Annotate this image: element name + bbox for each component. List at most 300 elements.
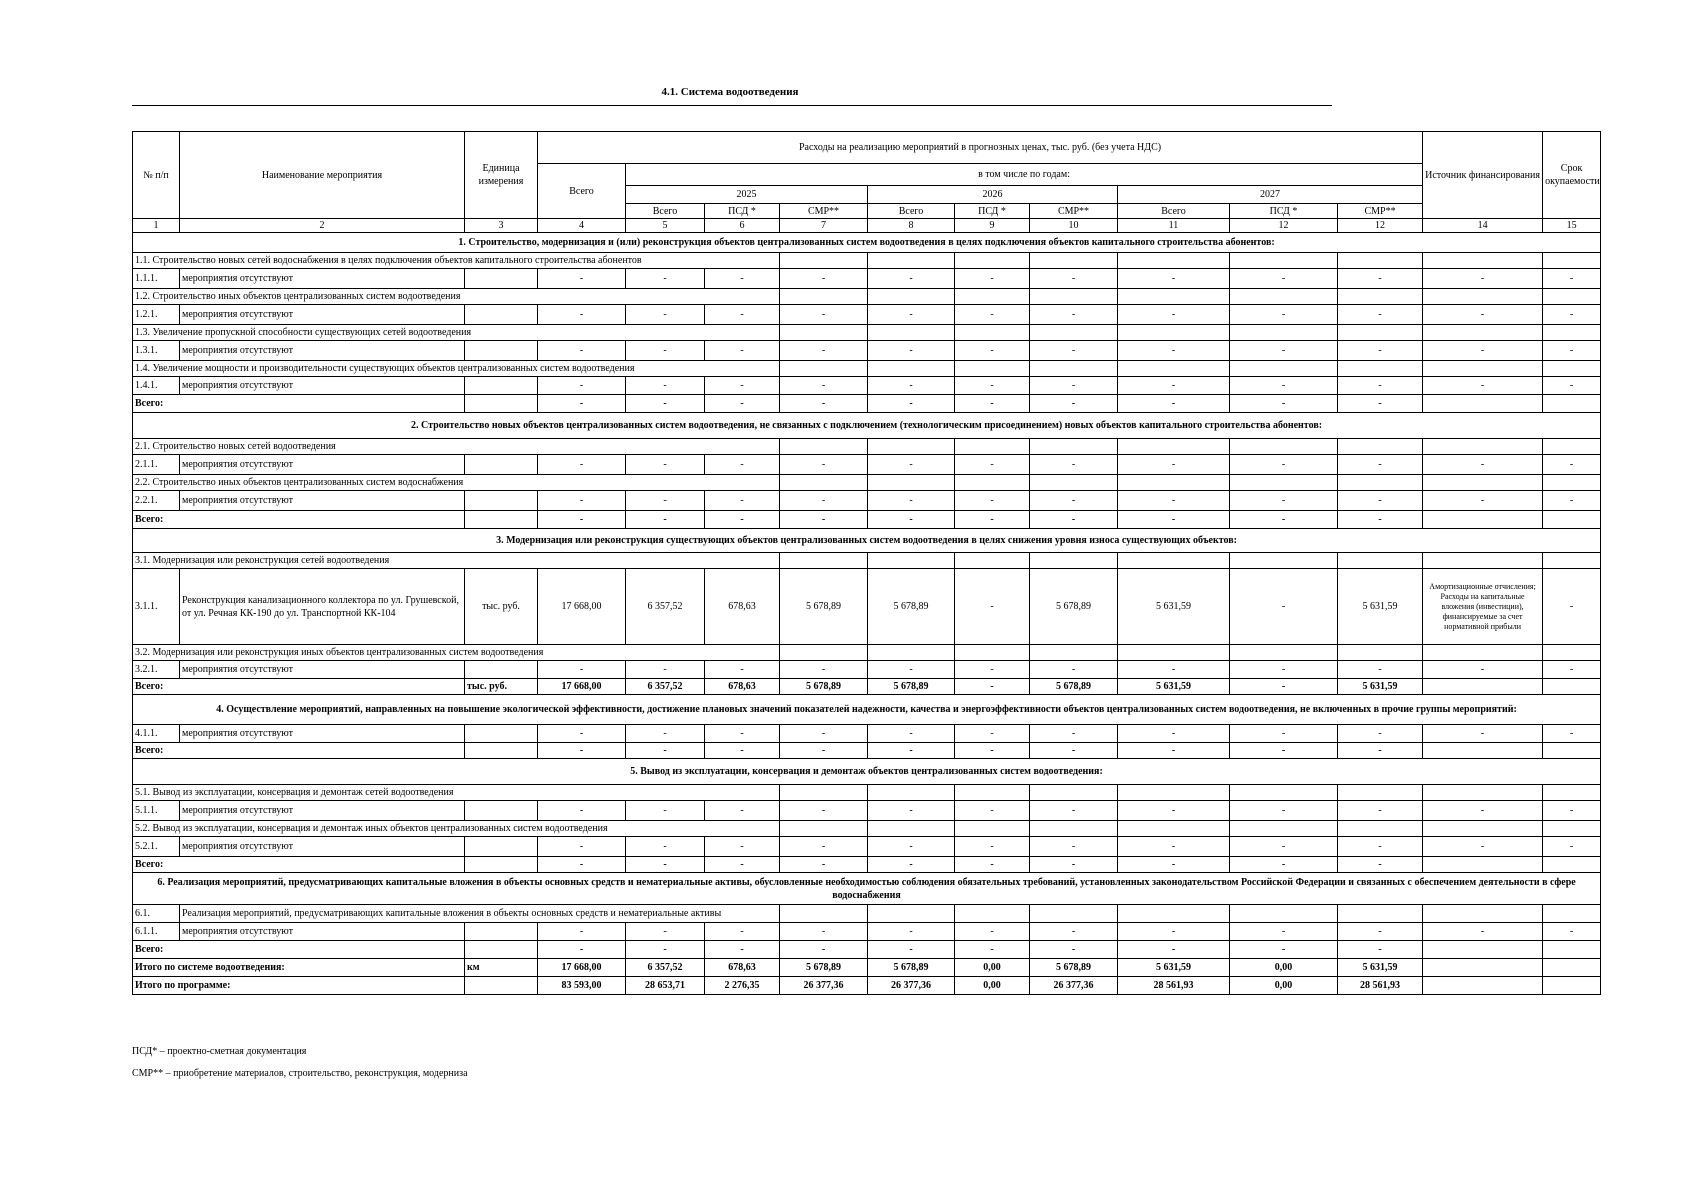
empty-cell xyxy=(1423,553,1543,569)
empty-cell xyxy=(1543,361,1601,377)
column-number: 15 xyxy=(1543,219,1601,233)
unit-cell xyxy=(465,305,538,325)
value-cell: - xyxy=(538,491,626,511)
total-label: Всего: xyxy=(133,395,465,413)
empty-cell xyxy=(1543,553,1601,569)
unit-cell xyxy=(465,977,538,995)
value-cell: - xyxy=(538,511,626,529)
empty-cell xyxy=(1230,289,1338,305)
empty-cell xyxy=(1030,439,1118,455)
value-cell: - xyxy=(626,305,705,325)
value-cell: - xyxy=(1230,305,1338,325)
value-cell: - xyxy=(1338,269,1423,289)
value-cell: 5 678,89 xyxy=(780,679,868,695)
value-cell: - xyxy=(955,395,1030,413)
value-cell: - xyxy=(705,511,780,529)
payback-cell: - xyxy=(1543,569,1601,645)
footnote-psd: ПСД* – проектно-сметная документация xyxy=(132,1046,307,1057)
empty-cell xyxy=(868,553,955,569)
empty-cell xyxy=(1230,439,1338,455)
header-sub-psd: ПСД * xyxy=(705,204,780,219)
empty-cell xyxy=(868,361,955,377)
value-cell: - xyxy=(780,661,868,679)
total-label: Итого по системе водоотведения: xyxy=(133,959,465,977)
value-cell: - xyxy=(868,455,955,475)
value-cell: - xyxy=(705,941,780,959)
payback-cell xyxy=(1543,977,1601,995)
event-name: мероприятия отсутствуют xyxy=(180,801,465,821)
empty-cell xyxy=(1338,821,1423,837)
empty-cell xyxy=(1030,821,1118,837)
value-cell: - xyxy=(1230,569,1338,645)
value-cell: - xyxy=(1338,857,1423,873)
value-cell: - xyxy=(705,923,780,941)
value-cell: - xyxy=(1543,341,1601,361)
value-cell: - xyxy=(955,941,1030,959)
empty-cell xyxy=(1118,289,1230,305)
unit-cell xyxy=(465,923,538,941)
value-cell: - xyxy=(955,511,1030,529)
value-cell: - xyxy=(705,837,780,857)
value-cell: - xyxy=(868,725,955,743)
value-cell: - xyxy=(1118,455,1230,475)
empty-cell xyxy=(868,325,955,341)
value-cell: - xyxy=(705,341,780,361)
event-name: мероприятия отсутствуют xyxy=(180,837,465,857)
empty-cell xyxy=(780,821,868,837)
value-cell: - xyxy=(1230,743,1338,759)
empty-cell xyxy=(780,361,868,377)
empty-cell xyxy=(1030,475,1118,491)
column-number: 2 xyxy=(180,219,465,233)
empty-cell xyxy=(780,289,868,305)
value-cell: - xyxy=(868,661,955,679)
value-cell: - xyxy=(1118,511,1230,529)
value-cell: - xyxy=(1030,725,1118,743)
value-cell: 0,00 xyxy=(1230,977,1338,995)
value-cell: - xyxy=(626,837,705,857)
source-cell: Амортизационные отчисления; Расходы на капитальные вложения (инвестиции), финансируемые за счет нормативной прибыли xyxy=(1423,569,1543,645)
value-cell: - xyxy=(1030,269,1118,289)
header-name: Наименование мероприятия xyxy=(180,132,465,219)
header-unit: Единица измерения xyxy=(465,132,538,219)
unit-cell xyxy=(465,341,538,361)
value-cell: - xyxy=(955,801,1030,821)
column-number: 5 xyxy=(626,219,705,233)
value-cell: - xyxy=(1030,511,1118,529)
value-cell: - xyxy=(1338,743,1423,759)
value-cell: - xyxy=(780,837,868,857)
empty-cell xyxy=(780,475,868,491)
unit-cell xyxy=(465,491,538,511)
header-sub-total: Всего xyxy=(626,204,705,219)
value-cell: - xyxy=(1423,341,1543,361)
value-cell: - xyxy=(626,455,705,475)
value-cell: - xyxy=(1118,341,1230,361)
unit-cell xyxy=(465,395,538,413)
header-sub-smr: СМР** xyxy=(1338,204,1423,219)
column-number: 8 xyxy=(868,219,955,233)
value-cell: - xyxy=(780,743,868,759)
value-cell: - xyxy=(868,395,955,413)
empty-cell xyxy=(1118,439,1230,455)
value-cell: 26 377,36 xyxy=(868,977,955,995)
column-number: 10 xyxy=(1030,219,1118,233)
empty-cell xyxy=(868,785,955,801)
unit-cell xyxy=(465,941,538,959)
value-cell: - xyxy=(1030,801,1118,821)
value-cell: - xyxy=(1230,377,1338,395)
unit-cell xyxy=(465,837,538,857)
group-title: 2.2. Строительство иных объектов централизованных систем водоснабжения xyxy=(133,475,780,491)
empty-cell xyxy=(955,253,1030,269)
value-cell: - xyxy=(1230,269,1338,289)
value-cell: 5 678,89 xyxy=(780,959,868,977)
value-cell: - xyxy=(955,305,1030,325)
empty-cell xyxy=(1230,553,1338,569)
value-cell: - xyxy=(1118,269,1230,289)
value-cell: - xyxy=(780,857,868,873)
value-cell: - xyxy=(1338,725,1423,743)
empty-cell xyxy=(1230,821,1338,837)
event-name: мероприятия отсутствуют xyxy=(180,455,465,475)
value-cell: - xyxy=(705,377,780,395)
empty-cell xyxy=(1423,785,1543,801)
value-cell: - xyxy=(1543,305,1601,325)
group-title: 3.1. Модернизация или реконструкция сетей водоотведения xyxy=(133,553,780,569)
total-label: Всего: xyxy=(133,743,465,759)
value-cell: - xyxy=(626,941,705,959)
value-cell: - xyxy=(626,801,705,821)
value-cell: 28 561,93 xyxy=(1118,977,1230,995)
value-cell: - xyxy=(868,491,955,511)
value-cell: - xyxy=(1338,923,1423,941)
value-cell: - xyxy=(705,395,780,413)
empty-cell xyxy=(1230,361,1338,377)
value-cell: - xyxy=(955,569,1030,645)
value-cell: 5 678,89 xyxy=(868,569,955,645)
event-name: мероприятия отсутствуют xyxy=(180,269,465,289)
header-expenses: Расходы на реализацию мероприятий в прогнозных ценах, тыс. руб. (без учета НДС) xyxy=(538,132,1423,164)
payback-cell xyxy=(1543,395,1601,413)
unit-cell xyxy=(465,743,538,759)
empty-cell xyxy=(955,325,1030,341)
value-cell: - xyxy=(955,377,1030,395)
event-name: мероприятия отсутствуют xyxy=(180,377,465,395)
total-label: Всего: xyxy=(133,857,465,873)
payback-cell xyxy=(1543,679,1601,695)
value-cell: - xyxy=(1030,661,1118,679)
empty-cell xyxy=(1423,253,1543,269)
value-cell: - xyxy=(705,305,780,325)
value-cell: - xyxy=(955,857,1030,873)
section-title: 1. Строительство, модернизация и (или) реконструкция объектов централизованных систем водоотведения в целях подключения объектов капитального строительства абонентов: xyxy=(133,233,1601,253)
value-cell: - xyxy=(1423,923,1543,941)
group-title: 1.2. Строительство иных объектов централизованных систем водоотведения xyxy=(133,289,780,305)
value-cell: - xyxy=(868,305,955,325)
value-cell: - xyxy=(1230,725,1338,743)
row-number: 5.1.1. xyxy=(133,801,180,821)
value-cell: - xyxy=(955,269,1030,289)
empty-cell xyxy=(868,289,955,305)
value-cell: - xyxy=(780,341,868,361)
unit-cell xyxy=(465,857,538,873)
value-cell: - xyxy=(1423,491,1543,511)
value-cell: - xyxy=(1338,377,1423,395)
value-cell: 5 678,89 xyxy=(868,679,955,695)
value-cell: 5 631,59 xyxy=(1338,959,1423,977)
empty-cell xyxy=(955,475,1030,491)
value-cell: - xyxy=(1118,661,1230,679)
value-cell: - xyxy=(1030,941,1118,959)
page-title: 4.1. Система водоотведения xyxy=(661,86,799,98)
value-cell: - xyxy=(626,661,705,679)
value-cell: - xyxy=(1423,269,1543,289)
value-cell: - xyxy=(780,377,868,395)
value-cell: - xyxy=(538,395,626,413)
payback-cell xyxy=(1543,959,1601,977)
empty-cell xyxy=(1543,289,1601,305)
value-cell: - xyxy=(1030,455,1118,475)
value-cell: - xyxy=(1230,661,1338,679)
value-cell: - xyxy=(1118,725,1230,743)
empty-cell xyxy=(868,439,955,455)
value-cell: - xyxy=(780,725,868,743)
empty-cell xyxy=(1543,785,1601,801)
empty-cell xyxy=(1543,253,1601,269)
value-cell: 5 678,89 xyxy=(1030,569,1118,645)
empty-cell xyxy=(955,905,1030,923)
empty-cell xyxy=(1423,645,1543,661)
value-cell: 17 668,00 xyxy=(538,569,626,645)
investment-table xyxy=(132,131,1601,995)
unit-cell: тыс. руб. xyxy=(465,569,538,645)
header-sub-psd: ПСД * xyxy=(955,204,1030,219)
payback-cell xyxy=(1543,511,1601,529)
value-cell: - xyxy=(1543,455,1601,475)
value-cell: - xyxy=(1118,923,1230,941)
empty-cell xyxy=(1423,325,1543,341)
event-name: мероприятия отсутствуют xyxy=(180,341,465,361)
header-sub-smr: СМР** xyxy=(1030,204,1118,219)
value-cell: - xyxy=(868,801,955,821)
value-cell: 5 631,59 xyxy=(1118,679,1230,695)
value-cell: - xyxy=(1543,661,1601,679)
value-cell: - xyxy=(538,801,626,821)
value-cell: - xyxy=(538,923,626,941)
value-cell: 17 668,00 xyxy=(538,959,626,977)
empty-cell xyxy=(1338,553,1423,569)
value-cell: - xyxy=(1118,305,1230,325)
value-cell: - xyxy=(1030,923,1118,941)
total-label: Всего: xyxy=(133,679,465,695)
value-cell: - xyxy=(705,801,780,821)
value-cell: 5 631,59 xyxy=(1118,569,1230,645)
empty-cell xyxy=(780,439,868,455)
value-cell: - xyxy=(705,491,780,511)
value-cell: 2 276,35 xyxy=(705,977,780,995)
header-sub-total: Всего xyxy=(868,204,955,219)
empty-cell xyxy=(1030,785,1118,801)
source-cell xyxy=(1423,511,1543,529)
empty-cell xyxy=(1543,905,1601,923)
value-cell: - xyxy=(1423,305,1543,325)
unit-cell: км xyxy=(465,959,538,977)
column-number: 3 xyxy=(465,219,538,233)
value-cell: - xyxy=(955,837,1030,857)
unit-cell xyxy=(465,269,538,289)
value-cell: - xyxy=(1338,837,1423,857)
empty-cell xyxy=(1423,905,1543,923)
value-cell: 5 678,89 xyxy=(1030,959,1118,977)
value-cell: - xyxy=(955,661,1030,679)
value-cell: - xyxy=(1030,395,1118,413)
value-cell: 5 631,59 xyxy=(1118,959,1230,977)
value-cell: - xyxy=(868,941,955,959)
payback-cell xyxy=(1543,743,1601,759)
value-cell: - xyxy=(1230,679,1338,695)
value-cell: - xyxy=(868,511,955,529)
empty-cell xyxy=(1030,553,1118,569)
header-source: Источник финансирования xyxy=(1423,132,1543,219)
empty-cell xyxy=(1030,325,1118,341)
value-cell: - xyxy=(1338,511,1423,529)
unit-cell: тыс. руб. xyxy=(465,679,538,695)
section-title: 2. Строительство новых объектов централизованных систем водоотведения, не связанных с подключением (технологическим присоединением) новых объектов капитального строительства абонентов: xyxy=(133,413,1601,439)
value-cell: - xyxy=(955,725,1030,743)
value-cell: - xyxy=(705,455,780,475)
value-cell: - xyxy=(1118,941,1230,959)
value-cell: - xyxy=(1118,743,1230,759)
row-number: 3.1.1. xyxy=(133,569,180,645)
empty-cell xyxy=(1423,475,1543,491)
value-cell: - xyxy=(955,743,1030,759)
source-cell xyxy=(1423,977,1543,995)
empty-cell xyxy=(955,289,1030,305)
value-cell: - xyxy=(1230,923,1338,941)
value-cell: - xyxy=(705,661,780,679)
value-cell: - xyxy=(868,923,955,941)
empty-cell xyxy=(780,253,868,269)
empty-cell xyxy=(1338,361,1423,377)
value-cell: - xyxy=(1118,837,1230,857)
empty-cell xyxy=(955,361,1030,377)
source-cell xyxy=(1423,959,1543,977)
value-cell: - xyxy=(1338,801,1423,821)
value-cell: 0,00 xyxy=(955,977,1030,995)
value-cell: - xyxy=(626,725,705,743)
row-number: 3.2.1. xyxy=(133,661,180,679)
header-payback: Срок окупаемости xyxy=(1543,132,1601,219)
value-cell: - xyxy=(1338,341,1423,361)
row-number: 6.1.1. xyxy=(133,923,180,941)
row-number: 1.2.1. xyxy=(133,305,180,325)
value-cell: - xyxy=(1230,941,1338,959)
title-underline xyxy=(132,105,1332,106)
empty-cell xyxy=(1423,361,1543,377)
unit-cell xyxy=(465,661,538,679)
empty-cell xyxy=(1543,325,1601,341)
value-cell: - xyxy=(1230,341,1338,361)
value-cell: - xyxy=(1338,661,1423,679)
section-title: 4. Осуществление мероприятий, направленных на повышение экологической эффективности, достижение плановых значений показателей надежности, качества и энергоэффективности объектов централизованных систем водоотведения, не включенных в прочие группы мероприятий: xyxy=(133,695,1601,725)
source-cell xyxy=(1423,857,1543,873)
event-name: мероприятия отсутствуют xyxy=(180,491,465,511)
empty-cell xyxy=(1423,821,1543,837)
value-cell: 6 357,52 xyxy=(626,679,705,695)
value-cell: - xyxy=(1230,491,1338,511)
value-cell: - xyxy=(868,341,955,361)
empty-cell xyxy=(1230,905,1338,923)
empty-cell xyxy=(1338,475,1423,491)
value-cell: - xyxy=(1543,725,1601,743)
value-cell: - xyxy=(1230,455,1338,475)
empty-cell xyxy=(1030,253,1118,269)
empty-cell xyxy=(1030,289,1118,305)
value-cell: - xyxy=(1543,837,1601,857)
value-cell: - xyxy=(1118,491,1230,511)
value-cell: - xyxy=(538,837,626,857)
row-number: 6.1. xyxy=(133,905,180,923)
unit-cell xyxy=(465,377,538,395)
row-number: 1.3.1. xyxy=(133,341,180,361)
value-cell: - xyxy=(538,269,626,289)
value-cell: - xyxy=(780,455,868,475)
value-cell: - xyxy=(780,395,868,413)
value-cell: 26 377,36 xyxy=(1030,977,1118,995)
value-cell: - xyxy=(626,341,705,361)
source-cell xyxy=(1423,941,1543,959)
column-number: 1 xyxy=(133,219,180,233)
value-cell: 5 678,89 xyxy=(868,959,955,977)
value-cell: 6 357,52 xyxy=(626,959,705,977)
empty-cell xyxy=(1338,289,1423,305)
empty-cell xyxy=(1543,439,1601,455)
empty-cell xyxy=(1423,289,1543,305)
value-cell: 5 631,59 xyxy=(1338,569,1423,645)
value-cell: - xyxy=(1118,395,1230,413)
value-cell: - xyxy=(538,743,626,759)
empty-cell xyxy=(868,645,955,661)
value-cell: - xyxy=(780,269,868,289)
empty-cell xyxy=(780,553,868,569)
value-cell: - xyxy=(1543,491,1601,511)
value-cell: - xyxy=(1423,837,1543,857)
value-cell: 5 678,89 xyxy=(1030,679,1118,695)
empty-cell xyxy=(1338,325,1423,341)
value-cell: 6 357,52 xyxy=(626,569,705,645)
column-number: 7 xyxy=(780,219,868,233)
empty-cell xyxy=(1118,645,1230,661)
value-cell: - xyxy=(538,725,626,743)
value-cell: - xyxy=(1030,857,1118,873)
empty-cell xyxy=(1338,645,1423,661)
group-title: 3.2. Модернизация или реконструкция иных объектов централизованных систем водоотведения xyxy=(133,645,780,661)
value-cell: - xyxy=(626,923,705,941)
value-cell: 83 593,00 xyxy=(538,977,626,995)
empty-cell xyxy=(1338,253,1423,269)
header-by-years: в том числе по годам: xyxy=(626,164,1423,186)
row-number: 1.4.1. xyxy=(133,377,180,395)
value-cell: - xyxy=(1338,395,1423,413)
empty-cell xyxy=(1118,905,1230,923)
row-number: 4.1.1. xyxy=(133,725,180,743)
value-cell: - xyxy=(1230,801,1338,821)
value-cell: - xyxy=(1230,511,1338,529)
empty-cell xyxy=(1118,553,1230,569)
event-name: мероприятия отсутствуют xyxy=(180,923,465,941)
group-title: 1.3. Увеличение пропускной способности существующих сетей водоотведения xyxy=(133,325,780,341)
